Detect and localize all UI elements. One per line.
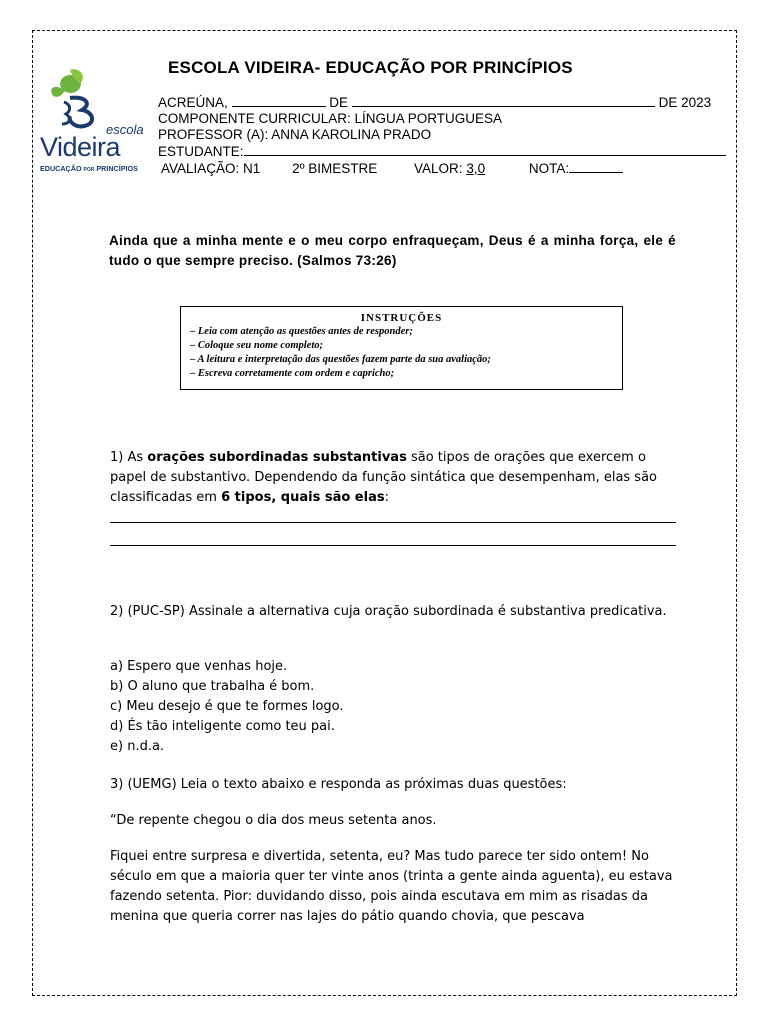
component-line: COMPONENTE CURRICULAR: LÍNGUA PORTUGUESA [158, 111, 503, 126]
evaluation-label: AVALIAÇÃO: N1 [161, 161, 261, 176]
q2-statement: 2) (PUC-SP) Assinale a alternativa cuja oração subordinada é substantiva predicativa. [110, 604, 667, 619]
q1-bold-1: orações subordinadas substantivas [147, 450, 407, 465]
question-2 [110, 602, 680, 622]
logo-tagline-post: PRINCÍPIOS [96, 164, 138, 173]
day-blank[interactable] [232, 94, 326, 107]
instructions-title: INSTRUÇÕES [360, 312, 443, 324]
svg-text:EDUCAÇÃO POR PRINCÍPIO [40, 164, 138, 173]
student-line [158, 143, 726, 160]
logo-escola: escola [106, 122, 144, 137]
city-label: ACREÚNA, [158, 95, 228, 110]
school-title: ESCOLA VIDEIRA- EDUCAÇÃO POR PRINCÍPIOS [168, 58, 573, 77]
school-logo [40, 68, 152, 176]
q2-option-e[interactable]: e) n.d.a. [110, 739, 165, 754]
q1-text-3: : [384, 490, 389, 505]
question-3 [110, 775, 680, 795]
q1-text-1: 1) As [110, 450, 148, 465]
year-label: DE 2023 [658, 95, 712, 110]
q3-statement: 3) (UEMG) Leia o texto abaixo e responda as próximas duas questões: [110, 777, 567, 792]
q3-paragraph: Fiquei entre surpresa e divertida, setenta, eu? Mas tudo parece ter sido ontem! No século em que a maioria quer ter vinte anos (trinta a gente ainda aguenta), eu estava fazendo setenta. Pior: duvidando disso, pois ainda escutava em mim as risadas da menina que queria correr nas lajes do pátio quando chovia, que pescava [110, 849, 673, 924]
q1-text-2: são tipos de orações que exercem o papel de substantivo. Dependendo da função sintática que desempenham, elas são classificadas em [110, 450, 658, 505]
logo-vine [70, 98, 92, 127]
instruction-item: – A leitura e interpretação das questões fazem parte da sua avaliação; [190, 354, 491, 365]
q2-option-d[interactable]: d) És tão inteligente como teu pai. [110, 719, 335, 734]
logo-videira: Videira [40, 132, 121, 162]
grade-blank[interactable] [569, 160, 623, 173]
answer-line[interactable] [110, 545, 676, 546]
student-name-blank[interactable] [244, 143, 726, 156]
evaluation-line [161, 160, 623, 177]
teacher-line: PROFESSOR (A): ANNA KAROLINA PRADO [158, 127, 432, 142]
instruction-item: – Leia com atenção as questões antes de responder; [190, 326, 413, 337]
date-line [158, 94, 711, 111]
question-1 [110, 448, 680, 508]
month-blank[interactable] [352, 94, 655, 107]
answer-line[interactable] [110, 522, 676, 523]
q2-option-a[interactable]: a) Espero que venhas hoje. [110, 659, 288, 674]
question-2-options [110, 657, 680, 757]
q2-option-b[interactable]: b) O aluno que trabalha é bom. [110, 679, 315, 694]
instruction-item: – Escreva corretamente com ordem e capricho; [190, 368, 395, 379]
q2-option-c[interactable]: c) Meu desejo é que te formes logo. [110, 699, 344, 714]
logo-vine [62, 102, 70, 124]
student-label: ESTUDANTE: [158, 144, 244, 159]
bimester-label: 2º BIMESTRE [292, 161, 378, 176]
value-label: VALOR: [414, 161, 463, 176]
value-amount: 3,0 [466, 161, 486, 176]
q3-quote-start: “De repente chegou o dia dos meus setenta anos. [110, 813, 437, 828]
instruction-item: – Coloque seu nome completo; [190, 340, 323, 351]
instructions-box [180, 306, 623, 390]
de-label: DE [329, 95, 349, 110]
logo-tagline-pre: EDUCAÇÃO [40, 164, 82, 173]
q1-bold-2: 6 tipos, quais são elas [221, 490, 385, 505]
logo-tagline-mid: POR [83, 167, 95, 173]
bible-verse: Ainda que a minha mente e o meu corpo enfraqueçam, Deus é a minha força, ele é tudo o que sempre preciso. (Salmos 73:26) [109, 233, 676, 268]
grade-label: NOTA: [528, 161, 570, 176]
